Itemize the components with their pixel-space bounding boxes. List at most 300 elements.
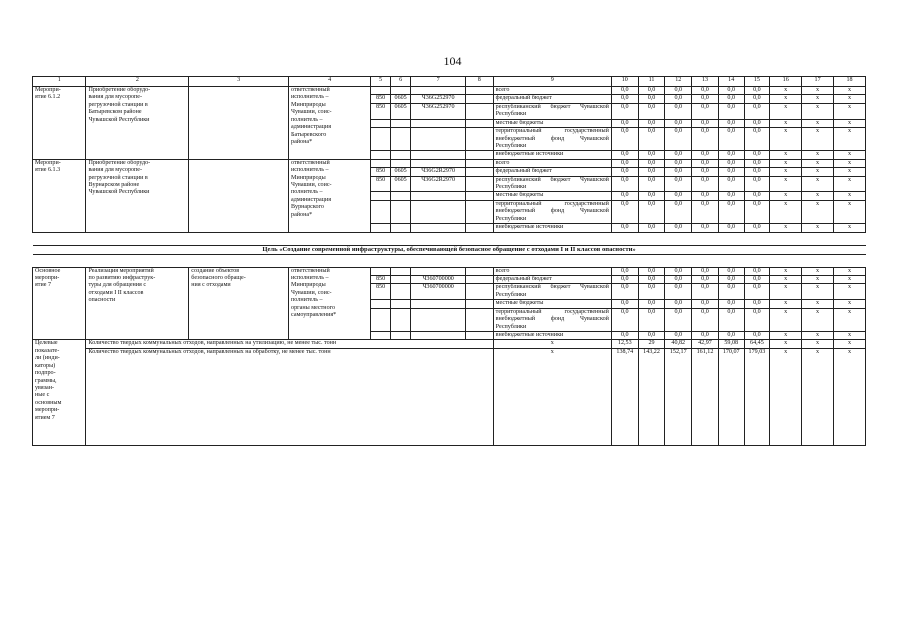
year-value: 0,0 (744, 224, 770, 232)
column-number-12: 12 (665, 77, 692, 87)
year-value: 0,0 (665, 332, 692, 340)
indicator-value: 64,45 (744, 340, 770, 348)
indicator-value: 179,03 (744, 348, 770, 445)
funding-source: местные бюджеты (493, 192, 611, 200)
year-value: x (802, 300, 834, 308)
grbs-code: 850 (371, 103, 391, 119)
year-value: 0,0 (692, 87, 719, 95)
year-value: 0,0 (692, 332, 719, 340)
indicator-value: 42,97 (692, 340, 719, 348)
year-value: 0,0 (692, 168, 719, 176)
grbs-code (371, 200, 391, 223)
column-number-4: 4 (289, 77, 371, 87)
year-value: 0,0 (692, 176, 719, 192)
expense-type-code (465, 151, 493, 159)
year-value: 0,0 (611, 284, 638, 300)
year-value: 0,0 (638, 284, 665, 300)
year-value: 0,0 (665, 151, 692, 159)
grbs-code (371, 87, 391, 95)
year-value: 0,0 (744, 192, 770, 200)
year-value: 0,0 (665, 103, 692, 119)
column-number-3: 3 (189, 77, 289, 87)
year-value: 0,0 (611, 151, 638, 159)
section-code (390, 119, 411, 127)
year-value: x (770, 176, 802, 192)
column-number-5: 5 (371, 77, 391, 87)
year-value: x (770, 276, 802, 284)
measure-title: Приобретение оборудо- вания для мусоропе- регрузочной станции в Батыревском районе Чувашской Республики (86, 87, 189, 160)
year-value: x (802, 224, 834, 232)
year-value: x (770, 284, 802, 300)
target-article-code (411, 224, 466, 232)
year-value: 0,0 (611, 95, 638, 103)
year-value: 0,0 (692, 103, 719, 119)
year-value: x (802, 276, 834, 284)
year-value: 0,0 (638, 267, 665, 275)
target-article-code (411, 267, 466, 275)
main-measure-7-row (33, 267, 866, 275)
column-number-7: 7 (411, 77, 466, 87)
measure-6-1-2-row (33, 87, 866, 95)
funding-source: республиканский бюджет Чувашской Республики (493, 103, 611, 119)
year-value: 0,0 (665, 176, 692, 192)
year-value: 0,0 (744, 103, 770, 119)
year-value: 0,0 (718, 332, 744, 340)
expense-type-code (465, 119, 493, 127)
expense-type-code (465, 224, 493, 232)
year-value: 0,0 (611, 300, 638, 308)
year-value: 0,0 (638, 128, 665, 151)
year-value: 0,0 (665, 168, 692, 176)
section-code (390, 332, 411, 340)
indicator-value: x (834, 348, 866, 445)
budget-table (32, 76, 866, 446)
year-value: 0,0 (611, 128, 638, 151)
year-value: 0,0 (692, 300, 719, 308)
year-value: 0,0 (611, 308, 638, 331)
year-value: x (802, 168, 834, 176)
year-value: x (770, 151, 802, 159)
measure-purpose: создание объектов безопасного обраще- ния с отходами (189, 267, 289, 340)
column-number-8: 8 (465, 77, 493, 87)
spacer (33, 254, 866, 267)
year-value: x (770, 159, 802, 167)
year-value: 0,0 (611, 224, 638, 232)
section-code: 0605 (390, 168, 411, 176)
expense-type-code (465, 284, 493, 300)
year-value: x (834, 151, 866, 159)
year-value: x (802, 200, 834, 223)
year-value: x (834, 168, 866, 176)
column-number-13: 13 (692, 77, 719, 87)
year-value: 0,0 (744, 168, 770, 176)
section-code: 0605 (390, 103, 411, 119)
target-article-code: Ч36G252970 (411, 95, 466, 103)
year-value: x (802, 192, 834, 200)
expense-type-code (465, 200, 493, 223)
funding-source: республиканский бюджет Чувашской Республики (493, 284, 611, 300)
section-code (390, 284, 411, 300)
expense-type-code (465, 176, 493, 192)
target-article-code (411, 128, 466, 151)
grbs-code: 850 (371, 276, 391, 284)
section-code (390, 224, 411, 232)
section-code: 0605 (390, 176, 411, 192)
year-value: x (802, 176, 834, 192)
target-article-code: Ч36G252970 (411, 103, 466, 119)
year-value: 0,0 (665, 119, 692, 127)
year-value: 0,0 (638, 168, 665, 176)
year-value: 0,0 (611, 276, 638, 284)
target-article-code (411, 87, 466, 95)
indicator-value: x (770, 340, 802, 348)
funding-source: территориальный государственный внебюджетный фонд Чувашской Республики (493, 200, 611, 223)
year-value: x (802, 87, 834, 95)
grbs-code: 850 (371, 168, 391, 176)
year-value: 0,0 (718, 128, 744, 151)
header-row (33, 77, 866, 87)
target-article-code: Ч36G2R2970 (411, 168, 466, 176)
expense-type-code (465, 87, 493, 95)
year-value: 0,0 (692, 192, 719, 200)
funding-source: внебюджетные источники (493, 151, 611, 159)
year-value: 0,0 (638, 159, 665, 167)
grbs-code (371, 151, 391, 159)
section-code (390, 159, 411, 167)
year-value: x (770, 103, 802, 119)
indicator-text: Количество твердых коммунальных отходов, направленных на утилизацию, не менее тыс. тонн (86, 340, 493, 348)
year-value: 0,0 (611, 103, 638, 119)
measure-title: Приобретение оборудо- вания для мусоропе- регрузочной станции в Вурнарском районе Чувашской Республики (86, 159, 189, 232)
measure-purpose (189, 159, 289, 232)
funding-source: местные бюджеты (493, 300, 611, 308)
year-value: 0,0 (744, 128, 770, 151)
year-value: 0,0 (744, 332, 770, 340)
grbs-code: 850 (371, 176, 391, 192)
expense-type-code (465, 168, 493, 176)
year-value: 0,0 (638, 151, 665, 159)
year-value: 0,0 (665, 87, 692, 95)
year-value: x (802, 103, 834, 119)
section-code (390, 276, 411, 284)
year-value: 0,0 (638, 308, 665, 331)
year-value: 0,0 (692, 200, 719, 223)
target-article-code: Ч36G2R2970 (411, 176, 466, 192)
year-value: 0,0 (744, 119, 770, 127)
grbs-code (371, 300, 391, 308)
spacer-row (33, 232, 866, 245)
year-value: 0,0 (718, 176, 744, 192)
expense-type-code (465, 95, 493, 103)
indicator-row (33, 348, 866, 445)
year-value: x (770, 224, 802, 232)
indicator-x: x (493, 348, 611, 445)
column-number-1: 1 (33, 77, 86, 87)
year-value: x (802, 128, 834, 151)
year-value: 0,0 (692, 119, 719, 127)
year-value: 0,0 (692, 276, 719, 284)
year-value: 0,0 (744, 276, 770, 284)
year-value: x (770, 267, 802, 275)
column-number-2: 2 (86, 77, 189, 87)
grbs-code (371, 224, 391, 232)
section-code: 0605 (390, 95, 411, 103)
year-value: 0,0 (638, 192, 665, 200)
spacer (33, 232, 866, 245)
executor: ответственный исполнитель – Минприроды Чувашии, соис- полнитель – органы местного самоуправления* (289, 267, 371, 340)
grbs-code (371, 159, 391, 167)
column-number-14: 14 (718, 77, 744, 87)
year-value: x (834, 176, 866, 192)
year-value: 0,0 (611, 192, 638, 200)
year-value: x (834, 200, 866, 223)
indicator-value: 29 (638, 340, 665, 348)
grbs-code: 850 (371, 95, 391, 103)
year-value: 0,0 (665, 267, 692, 275)
year-value: x (770, 300, 802, 308)
year-value: 0,0 (611, 168, 638, 176)
year-value: 0,0 (744, 176, 770, 192)
funding-source: территориальный государственный внебюджетный фонд Чувашской Республики (493, 128, 611, 151)
grbs-code (371, 119, 391, 127)
year-value: 0,0 (611, 332, 638, 340)
year-value: 0,0 (692, 159, 719, 167)
year-value: x (802, 267, 834, 275)
year-value: x (834, 276, 866, 284)
year-value: 0,0 (692, 224, 719, 232)
year-value: 0,0 (638, 103, 665, 119)
year-value: 0,0 (638, 176, 665, 192)
year-value: 0,0 (665, 300, 692, 308)
indicator-row (33, 340, 866, 348)
target-article-code (411, 159, 466, 167)
expense-type-code (465, 276, 493, 284)
executor: ответственный исполнитель – Минприроды Чувашии, соис- полнитель – администрация Батыревского района* (289, 87, 371, 160)
year-value: x (802, 332, 834, 340)
funding-source: всего (493, 159, 611, 167)
indicator-value: x (770, 348, 802, 445)
year-value: 0,0 (638, 224, 665, 232)
indicator-value: x (802, 340, 834, 348)
year-value: 0,0 (718, 308, 744, 331)
year-value: 0,0 (665, 224, 692, 232)
grbs-code (371, 332, 391, 340)
indicator-value: x (802, 348, 834, 445)
indicator-text: Количество твердых коммунальных отходов, направленных на обработку, не менее тыс. тонн (86, 348, 493, 445)
year-value: 0,0 (718, 200, 744, 223)
target-article-code (411, 308, 466, 331)
measure-purpose (189, 87, 289, 160)
section-code (390, 192, 411, 200)
indicator-value: 161,12 (692, 348, 719, 445)
grbs-code: 850 (371, 284, 391, 300)
indicator-value: 59,08 (718, 340, 744, 348)
year-value: 0,0 (665, 284, 692, 300)
column-number-16: 16 (770, 77, 802, 87)
year-value: 0,0 (611, 267, 638, 275)
expense-type-code (465, 308, 493, 331)
measure-code: Меропри- ятие 6.1.2 (33, 87, 86, 160)
indicator-value: 138,74 (611, 348, 638, 445)
year-value: x (834, 103, 866, 119)
year-value: x (834, 308, 866, 331)
year-value: 0,0 (744, 159, 770, 167)
year-value: x (802, 308, 834, 331)
funding-source: федеральный бюджет (493, 168, 611, 176)
expense-type-code (465, 192, 493, 200)
grbs-code (371, 267, 391, 275)
indicator-value: 143,22 (638, 348, 665, 445)
year-value: 0,0 (638, 200, 665, 223)
year-value: 0,0 (638, 95, 665, 103)
year-value: x (834, 192, 866, 200)
year-value: 0,0 (638, 300, 665, 308)
year-value: 0,0 (665, 128, 692, 151)
year-value: x (770, 308, 802, 331)
goal-row (33, 245, 866, 254)
measure-6-1-3-row (33, 159, 866, 167)
grbs-code (371, 308, 391, 331)
year-value: 0,0 (692, 308, 719, 331)
year-value: x (802, 284, 834, 300)
indicator-value: 152,17 (665, 348, 692, 445)
year-value: x (834, 267, 866, 275)
expense-type-code (465, 300, 493, 308)
year-value: 0,0 (718, 95, 744, 103)
year-value: 0,0 (692, 128, 719, 151)
funding-source: территориальный государственный внебюджетный фонд Чувашской Республики (493, 308, 611, 331)
section-code (390, 151, 411, 159)
year-value: 0,0 (744, 300, 770, 308)
year-value: 0,0 (665, 95, 692, 103)
year-value: 0,0 (744, 151, 770, 159)
column-number-10: 10 (611, 77, 638, 87)
year-value: x (834, 95, 866, 103)
section-code (390, 300, 411, 308)
year-value: x (834, 128, 866, 151)
year-value: x (770, 119, 802, 127)
year-value: x (770, 332, 802, 340)
indicator-value: 170,07 (718, 348, 744, 445)
funding-source: местные бюджеты (493, 119, 611, 127)
expense-type-code (465, 103, 493, 119)
grbs-code (371, 128, 391, 151)
funding-source: федеральный бюджет (493, 95, 611, 103)
column-number-11: 11 (638, 77, 665, 87)
target-article-code: Ч360700000 (411, 284, 466, 300)
year-value: x (802, 95, 834, 103)
year-value: 0,0 (718, 159, 744, 167)
year-value: 0,0 (718, 168, 744, 176)
year-value: 0,0 (744, 87, 770, 95)
year-value: 0,0 (638, 276, 665, 284)
indicator-value: x (834, 340, 866, 348)
year-value: 0,0 (744, 267, 770, 275)
year-value: 0,0 (611, 87, 638, 95)
section-code (390, 128, 411, 151)
year-value: 0,0 (638, 332, 665, 340)
indicator-value: 40,82 (665, 340, 692, 348)
year-value: x (834, 284, 866, 300)
year-value: x (802, 159, 834, 167)
funding-source: федеральный бюджет (493, 276, 611, 284)
year-value: 0,0 (638, 87, 665, 95)
year-value: 0,0 (692, 284, 719, 300)
measure-code: Основное меропри- ятие 7 (33, 267, 86, 340)
target-article-code (411, 200, 466, 223)
column-number-18: 18 (834, 77, 866, 87)
funding-source: внебюджетные источники (493, 332, 611, 340)
section-code (390, 308, 411, 331)
target-article-code (411, 192, 466, 200)
expense-type-code (465, 267, 493, 275)
year-value: 0,0 (744, 95, 770, 103)
measure-code: Меропри- ятие 6.1.3 (33, 159, 86, 232)
year-value: x (802, 119, 834, 127)
year-value: x (834, 224, 866, 232)
year-value: 0,0 (718, 300, 744, 308)
indicator-value: 12,53 (611, 340, 638, 348)
column-number-6: 6 (390, 77, 411, 87)
year-value: x (834, 87, 866, 95)
spacer-row (33, 254, 866, 267)
year-value: 0,0 (665, 308, 692, 331)
year-value: 0,0 (638, 119, 665, 127)
year-value: x (770, 128, 802, 151)
year-value: x (770, 200, 802, 223)
indicators-label: Целевые показате- ли (инди- каторы) подпро- граммы, увязан- ные с основным меропри- ятием 7 (33, 340, 86, 445)
target-article-code (411, 151, 466, 159)
year-value: x (770, 87, 802, 95)
year-value: 0,0 (718, 267, 744, 275)
expense-type-code (465, 128, 493, 151)
year-value: x (770, 192, 802, 200)
funding-source: республиканский бюджет Чувашской Республики (493, 176, 611, 192)
column-number-15: 15 (744, 77, 770, 87)
funding-source: внебюджетные источники (493, 224, 611, 232)
target-article-code (411, 332, 466, 340)
year-value: x (834, 300, 866, 308)
section-code (390, 200, 411, 223)
year-value: x (770, 95, 802, 103)
section-code (390, 267, 411, 275)
year-value: 0,0 (718, 276, 744, 284)
year-value: 0,0 (718, 192, 744, 200)
target-article-code (411, 119, 466, 127)
column-number-9: 9 (493, 77, 611, 87)
year-value: x (834, 332, 866, 340)
grbs-code (371, 192, 391, 200)
year-value: 0,0 (611, 176, 638, 192)
year-value: 0,0 (718, 103, 744, 119)
year-value: 0,0 (744, 200, 770, 223)
year-value: 0,0 (744, 284, 770, 300)
year-value: 0,0 (718, 119, 744, 127)
year-value: 0,0 (718, 87, 744, 95)
year-value: 0,0 (611, 159, 638, 167)
section-code (390, 87, 411, 95)
expense-type-code (465, 332, 493, 340)
year-value: x (802, 151, 834, 159)
target-article-code: Ч360700000 (411, 276, 466, 284)
goal-title: Цель «Создание современной инфраструктуры, обеспечивающей безопасное обращение с отходами I и II классов опасности» (33, 245, 866, 254)
year-value: 0,0 (718, 151, 744, 159)
target-article-code (411, 300, 466, 308)
year-value: 0,0 (718, 224, 744, 232)
year-value: 0,0 (665, 159, 692, 167)
year-value: 0,0 (665, 200, 692, 223)
year-value: 0,0 (744, 308, 770, 331)
